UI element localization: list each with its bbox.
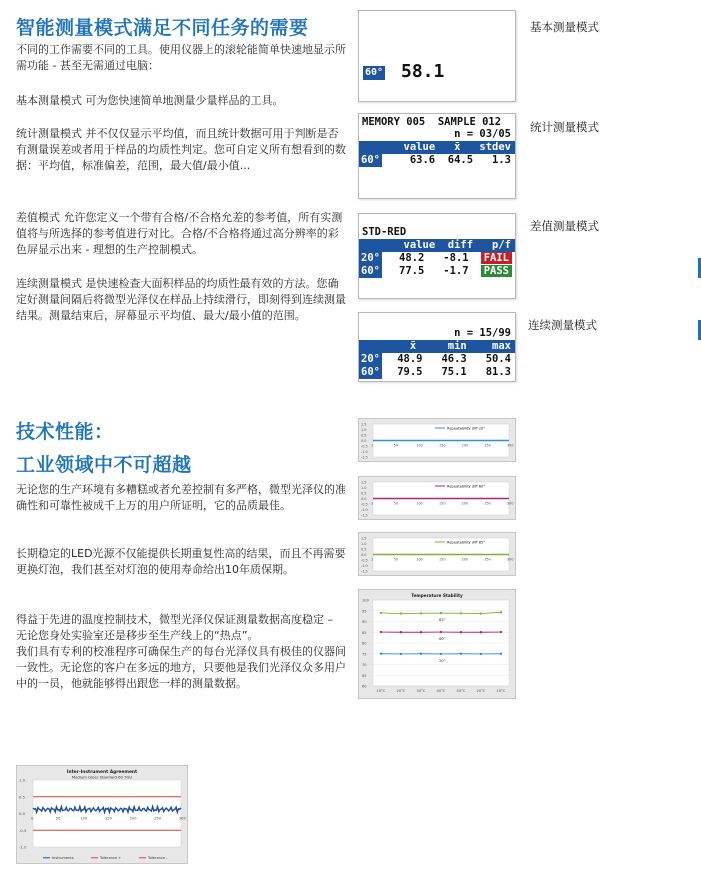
diff-row: 77.5 -1.7 <box>399 265 469 277</box>
modes-diff-text: 差值模式 允许您定义一个带有合格/不合格允差的参考值，所有实测值将与所选择的参考值进行对比。合格/不合格将通过高分辨率的彩色屏显示出来 - 理想的生产控制模式。 <box>16 211 343 256</box>
y-tick-label: 0.5 <box>361 491 367 496</box>
stats-row: 63.6 64.5 1.3 <box>409 154 511 166</box>
x-tick-label: 250 <box>154 816 162 821</box>
y-tick-label: 1.0 <box>361 486 367 490</box>
temperature-stability-chart <box>358 589 516 699</box>
inter-instrument-agreement-chart <box>16 765 188 864</box>
data-point <box>440 631 442 633</box>
repeatability-20-chart <box>358 418 516 462</box>
series-label: 85° <box>439 617 446 623</box>
data-point <box>480 653 482 655</box>
y-tick-label: 85 <box>362 630 367 635</box>
x-tick-label: 1 <box>371 443 374 448</box>
x-tick-label: 20°C <box>476 689 486 693</box>
chart-title: Temperature Stability <box>411 593 463 598</box>
x-tick-label: 150 <box>439 501 446 506</box>
diff-row: 48.2 -8.1 <box>399 252 469 264</box>
x-tick-label: 200 <box>461 501 469 506</box>
x-tick-label: 1 <box>371 501 374 506</box>
y-tick-label: -1.5 <box>361 513 368 518</box>
legend-label: Tolerance - <box>148 856 168 860</box>
y-tick-label: 95 <box>362 609 367 614</box>
cont-header: x̄ min max <box>409 340 511 352</box>
x-tick-label: 100 <box>416 557 423 562</box>
legend-label: Repeatability diff 85° <box>447 540 486 545</box>
angle-badge: 60° <box>364 67 384 78</box>
data-point <box>380 631 382 633</box>
x-tick-label: 1 <box>371 557 374 562</box>
y-tick-label: 0.0 <box>361 553 367 557</box>
x-tick-label: 50 <box>55 816 61 821</box>
fail-badge: FAIL <box>481 252 512 264</box>
data-point <box>440 653 442 655</box>
x-tick-label: 20°C <box>396 689 406 693</box>
data-point <box>400 653 402 655</box>
y-tick-label: 70 <box>362 663 367 667</box>
label-stats-mode: 统计测量模式 <box>530 120 599 134</box>
x-tick-label: 0 <box>31 816 34 821</box>
stats-header: value x̄ stdev <box>403 141 511 153</box>
cont-line1: n = 15/99 <box>454 327 511 339</box>
x-tick-label: 100 <box>416 443 423 448</box>
x-tick-label: 300 <box>507 501 514 506</box>
x-tick-label: 300 <box>507 557 514 562</box>
y-tick-label: 1.5 <box>361 536 367 541</box>
y-tick-label: 0.5 <box>361 433 367 438</box>
y-tick-label: -1.5 <box>361 455 368 460</box>
section-title-modes: 智能测量模式满足不同任务的需要 <box>16 17 309 39</box>
y-tick-label: 0.0 <box>361 497 367 501</box>
angle-badge: 60° <box>361 265 380 277</box>
x-tick-label: 150 <box>105 816 112 821</box>
x-tick-label: 200 <box>129 816 137 821</box>
data-point <box>420 653 422 655</box>
angle-badge: 60° <box>361 366 380 378</box>
modes-basic-text: 基本测量模式 可为您快速简单地测量少量样品的工具。 <box>16 94 284 107</box>
x-tick-label: 150 <box>439 557 446 562</box>
modes-cont-text: 连续测量模式 是快速检查大面积样品的均质性最有效的方法。您确定好测量间隔后将微型光泽仪在样品上持续滑行，即刻得到连续测量结果。测量结束后，屏幕显示平均值、最大/最小值的范围。 <box>16 277 346 322</box>
legend-label: Tolerance + <box>100 856 122 860</box>
y-tick-label: 0.5 <box>19 794 26 800</box>
x-tick-label: 10°C <box>496 689 506 693</box>
y-tick-label: -0.5 <box>361 502 368 507</box>
legend-label: Repeatability diff 60° <box>447 484 486 489</box>
diff-title: STD-RED <box>362 226 407 238</box>
chart-title: Inter-Instrument Agreement <box>66 770 138 775</box>
x-tick-label: 100 <box>416 501 423 506</box>
x-tick-label: 50 <box>393 501 398 506</box>
x-tick-label: 150 <box>439 443 446 448</box>
tech-para-3: 得益于先进的温度控制技术，微型光泽仪保证测量数据高度稳定 – 无论您身处实验室还是移步至生产线上的“热点”。 <box>16 613 333 642</box>
tech-para-1: 无论您的生产环境有多糟糕或者允差控制有多严格，微型光泽仪的准确性和可靠性被成千上万的用户所证明，它的品质最佳。 <box>16 483 346 512</box>
x-tick-label: 250 <box>484 501 491 506</box>
basic-value: 58.1 <box>401 61 445 82</box>
x-tick-label: 250 <box>484 557 491 562</box>
repeatability-60-chart <box>358 476 516 520</box>
label-diff-mode: 差值测量模式 <box>530 219 599 233</box>
x-tick-label: 30°C <box>416 689 426 693</box>
x-tick-label: 40°C <box>436 689 446 693</box>
y-tick-label: -1.0 <box>19 844 27 850</box>
y-tick-label: 100 <box>362 598 369 603</box>
repeatability-85-chart <box>358 532 516 576</box>
data-point <box>500 611 502 613</box>
y-tick-label: 90 <box>362 620 367 624</box>
stats-line2: n = 03/05 <box>454 128 511 140</box>
y-tick-label: 1.0 <box>19 777 26 783</box>
angle-badge: 60° <box>361 154 380 166</box>
x-tick-label: 10°C <box>376 689 386 693</box>
y-tick-label: 1.0 <box>361 428 367 432</box>
y-tick-label: 0.5 <box>361 547 367 552</box>
y-tick-label: 1.0 <box>361 542 367 546</box>
x-tick-label: 50 <box>393 557 398 562</box>
angle-badge: 20° <box>361 353 380 365</box>
y-tick-label: 1.5 <box>361 480 367 485</box>
x-tick-label: 250 <box>484 443 491 448</box>
section-title-tech: 技术性能： <box>16 421 114 443</box>
angle-badge: 20° <box>361 252 380 264</box>
tech-para-4: 我们具有专利的校准程序可确保生产的每台光泽仪具有极佳的仪器间一致性。无论您的客户在多远的地方，只要他是我们光泽仪众多用户中的一员，他就能够得出跟您一样的测量数据。 <box>16 645 346 690</box>
data-point <box>460 612 462 614</box>
data-point <box>380 612 382 614</box>
y-tick-label: -1.0 <box>361 564 368 568</box>
y-tick-label: -0.5 <box>19 827 27 833</box>
label-basic-mode: 基本测量模式 <box>530 20 599 34</box>
y-tick-label: -1.0 <box>361 508 368 512</box>
lcd-continuous-mode <box>358 312 516 382</box>
y-tick-label: -1.5 <box>361 569 368 574</box>
cont-row: 79.5 75.1 81.3 <box>397 366 511 378</box>
y-tick-label: 1.5 <box>361 422 367 427</box>
x-tick-label: 50°C <box>456 689 466 693</box>
data-point <box>420 631 422 633</box>
chart-subtitle: Medium Gloss Standard 60 TGU <box>71 774 133 780</box>
diff-header: value diff p/f <box>403 239 511 251</box>
x-tick-label: 200 <box>461 443 469 448</box>
stats-line1: MEMORY 005 SAMPLE 012 <box>362 116 502 128</box>
lcd-stats-mode <box>358 113 516 199</box>
data-point <box>460 631 462 633</box>
modes-stats-text: 统计测量模式 并不仅仅显示平均值，而且统计数据可用于判断是否有测量误差或者用于样品的均质性判定。您可自定义所有想看到的数据：平均值，标准偏差，范围，最大值/最小值... <box>16 127 346 172</box>
cont-row: 48.9 46.3 50.4 <box>397 353 511 365</box>
y-tick-label: -0.5 <box>361 444 368 449</box>
data-point <box>400 612 402 614</box>
data-point <box>500 631 502 633</box>
y-tick-label: 65 <box>362 673 367 678</box>
y-tick-label: -0.5 <box>361 558 368 563</box>
y-tick-label: 0.0 <box>361 439 367 443</box>
data-point <box>480 612 482 614</box>
y-tick-label: 0.0 <box>19 811 26 816</box>
y-tick-label: -1.0 <box>361 450 368 454</box>
modes-intro: 不同的工作需要不同的工具。使用仪器上的滚轮能简单快速地显示所需功能 - 甚至无需通过电脑： <box>16 43 346 72</box>
legend-label: Instruments <box>52 856 74 860</box>
section-subtitle-tech: 工业领域中不可超越 <box>16 454 192 476</box>
tech-para-2: 长期稳定的LED光源不仅能提供长期重复性高的结果，而且不再需要更换灯泡，我们甚至对灯泡的使用寿命给出10年质保期。 <box>16 547 346 576</box>
data-point <box>440 612 442 614</box>
y-tick-label: 75 <box>362 652 367 657</box>
lcd-basic-mode <box>358 10 516 102</box>
x-tick-label: 200 <box>461 557 469 562</box>
data-point <box>380 653 382 655</box>
data-point <box>500 653 502 655</box>
y-tick-label: 80 <box>362 641 367 646</box>
legend-label: Repeatability diff 20° <box>447 426 486 431</box>
x-tick-label: 50 <box>393 443 398 448</box>
data-point <box>460 653 462 655</box>
x-tick-label: 300 <box>507 443 514 448</box>
data-point <box>480 631 482 633</box>
y-tick-label: 60 <box>362 684 367 689</box>
pass-badge: PASS <box>481 265 512 277</box>
lcd-diff-mode <box>358 213 516 299</box>
data-point <box>420 612 422 614</box>
series-label: 20° <box>439 657 446 663</box>
x-tick-label: 300 <box>179 816 186 821</box>
data-point <box>400 631 402 633</box>
x-tick-label: 100 <box>80 816 88 821</box>
series-label: 60° <box>439 636 446 642</box>
label-continuous-mode: 连续测量模式 <box>528 318 597 332</box>
